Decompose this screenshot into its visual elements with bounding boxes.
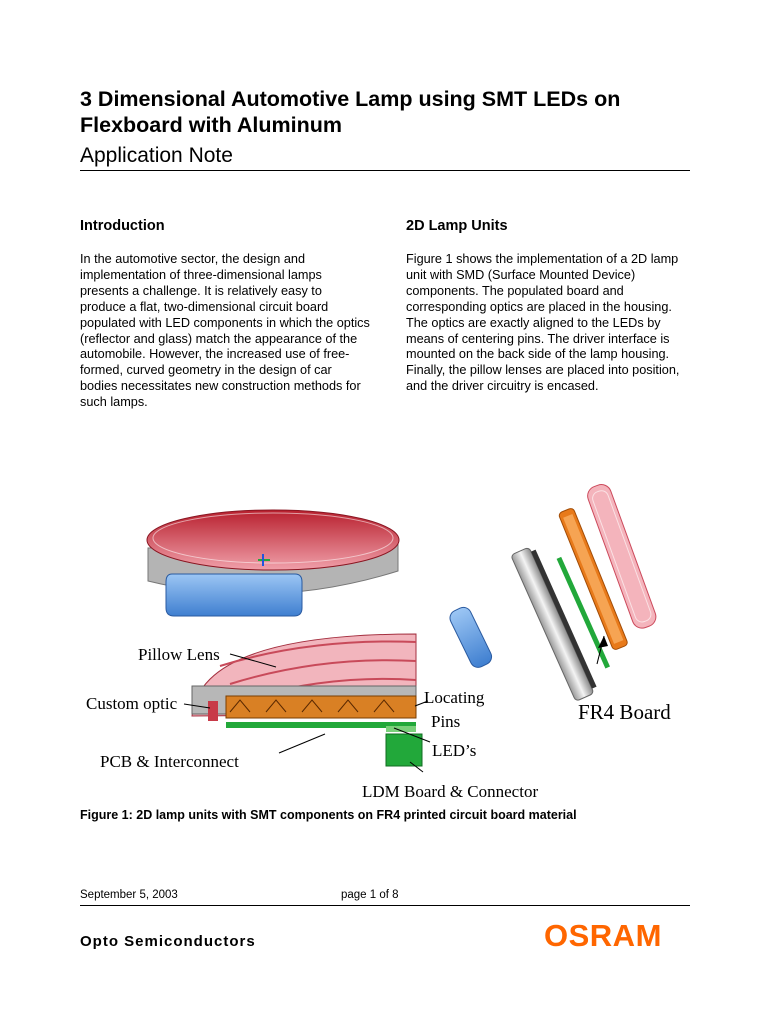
exploded-components [447, 482, 658, 702]
label-pins: Pins [431, 712, 461, 731]
lamp-units-section [406, 217, 696, 395]
introduction-body: In the automotive sector, the design and implementation of three-dimensional lamps presents a challenge. It is relatively easy to produce a flat, two-dimensional circuit board populated with LED components in which the optics (reflector and glass) match the appearance of the automobile. However, the increased use of free-formed, curved geometry in the design of car bodies necessitates new construction methods for such lamps. [80, 252, 370, 410]
document-subtitle: Application Note [80, 144, 233, 167]
introduction-heading: Introduction [80, 218, 165, 234]
assembled-lamp [147, 510, 399, 616]
label-locating: Locating [424, 688, 485, 707]
figure-caption: Figure 1: 2D lamp units with SMT components on FR4 printed circuit board material [80, 808, 577, 822]
figure-1 [80, 476, 690, 802]
label-ldm-board-connector: LDM Board & Connector [362, 782, 539, 801]
label-custom-optic: Custom optic [86, 694, 178, 713]
label-pcb-interconnect: PCB & Interconnect [100, 752, 239, 771]
header-rule [80, 170, 690, 171]
footer-date: September 5, 2003 [80, 889, 178, 901]
cross-section [192, 634, 422, 766]
footer-company-name: Opto Semiconductors [80, 933, 256, 950]
osram-logo: OSRAM [544, 918, 662, 953]
lamp-units-body: Figure 1 shows the implementation of a 2D lamp unit with SMD (Surface Mounted Device) components. The populated board and corresponding optics are placed in the housing. The optics are exactly aligned to the LEDs by means of centering pins. The driver interface is mounted on the back side of the lamp housing. Finally, the pillow lenses are placed into position, and the driver circuitry is encased. [406, 252, 680, 394]
lamp-exploded-illustration [80, 476, 690, 802]
footer-rule [80, 905, 690, 906]
footer-page-number: page 1 of 8 [341, 889, 399, 901]
lamp-units-heading: 2D Lamp Units [406, 218, 508, 234]
document-title: 3 Dimensional Automotive Lamp using SMT LEDs on Flexboard with Aluminum [80, 87, 621, 137]
label-leds: LED’s [432, 741, 477, 760]
label-fr4-board: FR4 Board [578, 700, 671, 724]
label-pillow-lens: Pillow Lens [138, 645, 220, 664]
introduction-section [80, 217, 370, 411]
